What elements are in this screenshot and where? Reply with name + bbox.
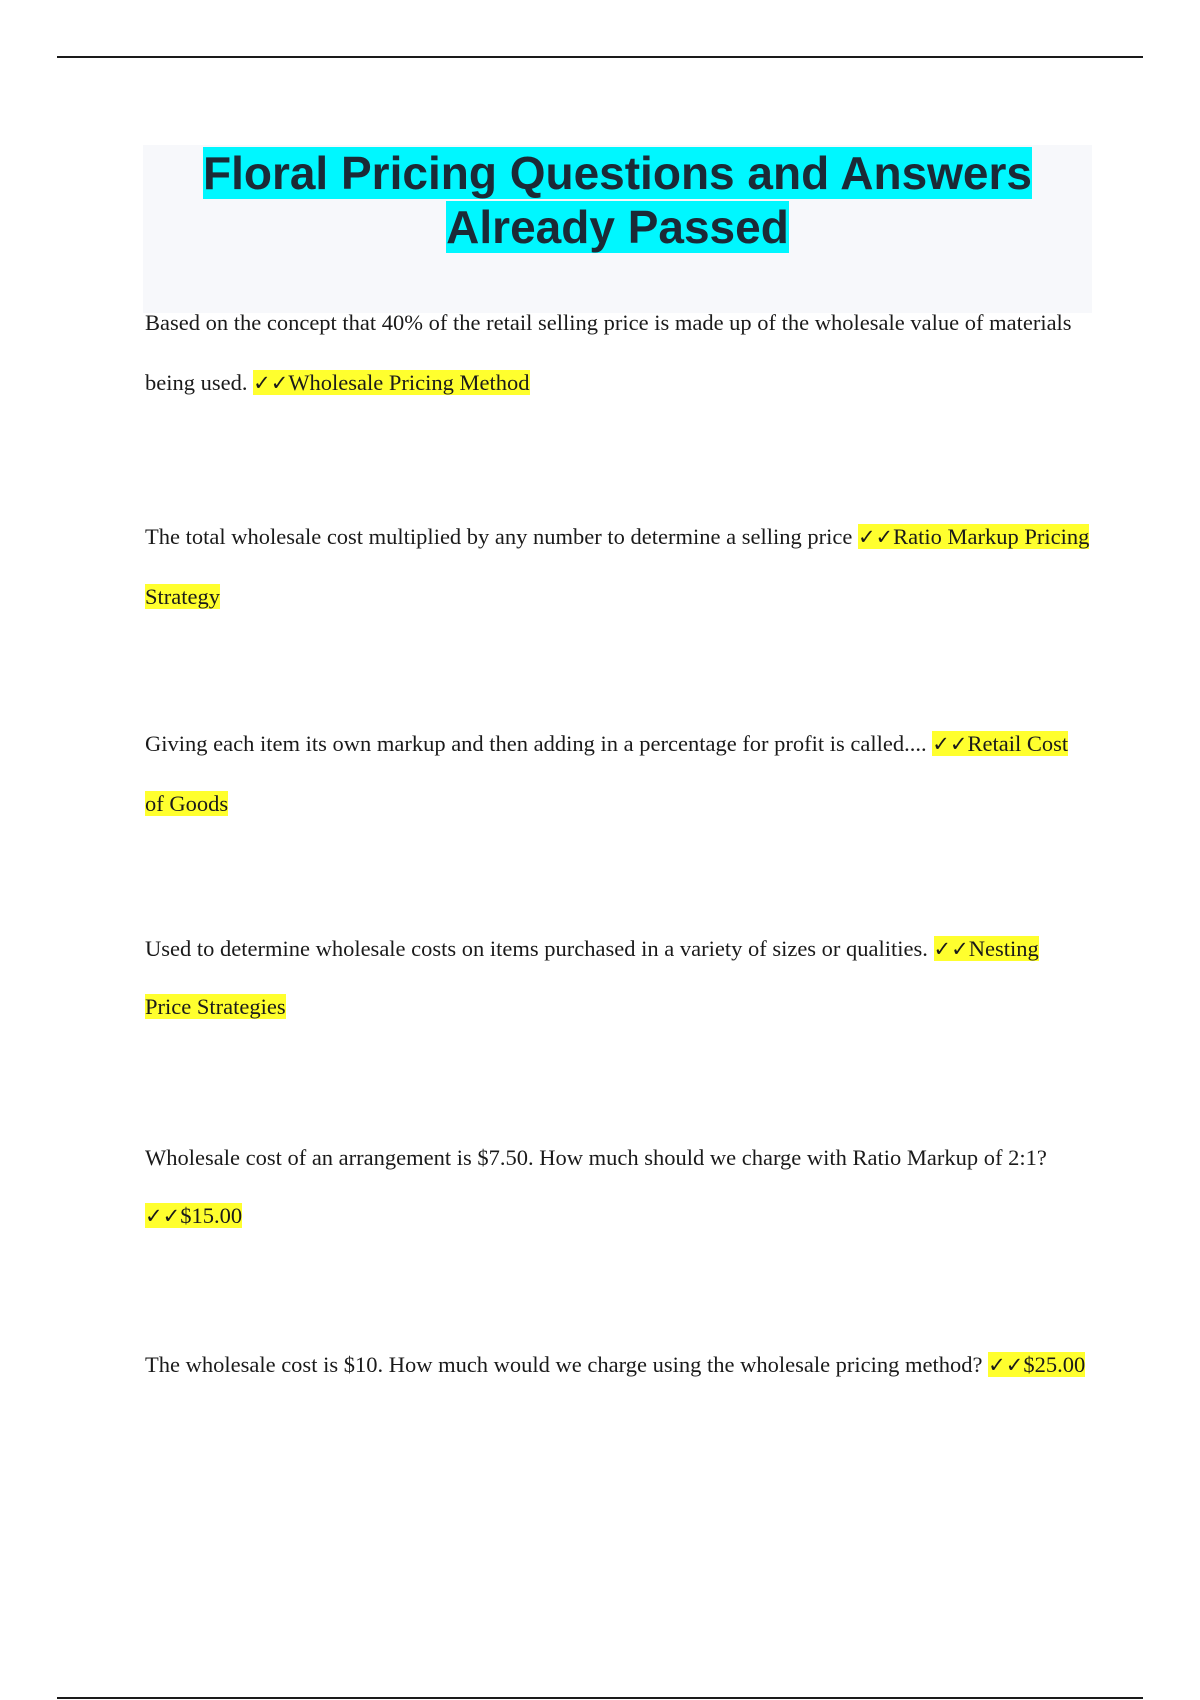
double-check-icon: ✓✓ [932, 732, 968, 756]
qa-item-2 [145, 507, 1090, 627]
question-text: Wholesale cost of an arrangement is $7.50. How much should we charge with Ratio Markup of 2:1? [145, 1145, 1047, 1170]
answer-highlight [988, 1352, 1085, 1377]
answer-text: Wholesale Pricing Method [288, 370, 530, 395]
answer-text: $15.00 [180, 1203, 243, 1228]
answer-highlight [253, 370, 529, 395]
double-check-icon: ✓✓ [253, 371, 289, 395]
double-check-icon: ✓✓ [933, 937, 969, 961]
title-line-2: Already Passed [446, 201, 789, 253]
qa-item-3 [145, 714, 1090, 834]
question-text: Giving each item its own markup and then adding in a percentage for profit is called.... [145, 731, 927, 756]
answer-text: Retail Cost of Goods [145, 731, 1069, 816]
qa-item-5 [145, 1129, 1090, 1245]
qa-item-1 [145, 293, 1090, 413]
double-check-icon: ✓✓ [857, 525, 894, 549]
header-rule [57, 56, 1143, 58]
answer-text: $25.00 [1023, 1352, 1086, 1377]
double-check-icon: ✓✓ [988, 1353, 1024, 1377]
answer-highlight [145, 1203, 242, 1228]
question-text: The total wholesale cost multiplied by any number to determine a selling price [145, 524, 853, 549]
question-text: Based on the concept that 40% of the retail selling price is made up of the wholesale value of materials being used. [145, 310, 1072, 395]
question-text: The wholesale cost is $10. How much would we charge using the wholesale pricing method? [145, 1352, 983, 1377]
question-text: Used to determine wholesale costs on items purchased in a variety of sizes or qualities. [145, 936, 928, 961]
footer-rule [57, 1697, 1143, 1699]
double-check-icon: ✓✓ [145, 1204, 181, 1228]
answer-text: Nesting Price Strategies [145, 936, 1039, 1019]
title-line-1: Floral Pricing Questions and Answers [202, 147, 1033, 199]
page-title [143, 146, 1092, 254]
qa-item-4 [145, 920, 1090, 1036]
qa-item-6 [145, 1336, 1090, 1394]
answer-text: Ratio Markup Pricing Strategy [145, 524, 1090, 609]
